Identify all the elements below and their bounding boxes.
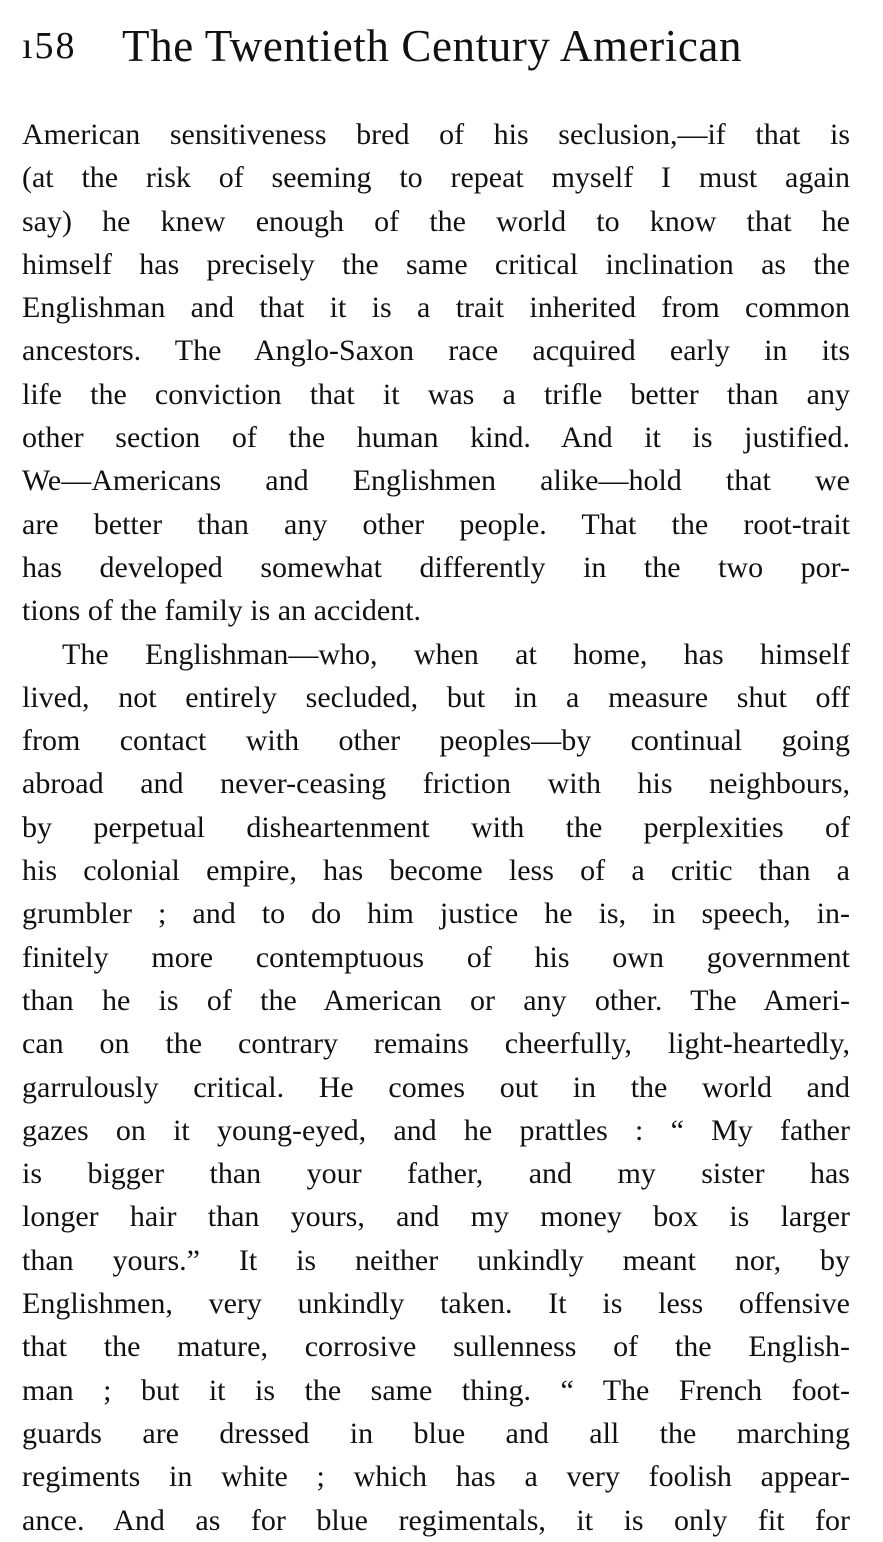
text-line: ancestors. The Anglo-Saxon race acquired early in its	[22, 334, 850, 368]
text-line: abroad and never-ceasing friction with his neighbours,	[22, 767, 850, 801]
text-line: guards are dressed in blue and all the marching	[22, 1416, 850, 1450]
body-text	[22, 113, 850, 1542]
text-line: from contact with other peoples—by continual going	[22, 724, 850, 758]
text-line: grumbler ; and to do him justice he is, in speech, in-	[22, 897, 850, 931]
text-line: has developed somewhat differently in the two por-	[22, 550, 850, 584]
text-line: himself has precisely the same critical inclination as the	[22, 247, 850, 281]
text-line: We—Americans and Englishmen alike—hold that we	[22, 464, 850, 498]
text-line: American sensitiveness bred of his seclusion,—if that is	[22, 118, 850, 151]
text-line: are better than any other people. That the root-trait	[22, 507, 850, 541]
text-line: Englishmen, very unkindly taken. It is less offensive	[22, 1287, 850, 1321]
text-line: lived, not entirely secluded, but in a measure shut off	[22, 680, 850, 714]
text-line: that the mature, corrosive sullenness of the English-	[22, 1330, 850, 1364]
text-line: his colonial empire, has become less of a critic than a	[22, 854, 850, 888]
text-line: longer hair than yours, and my money box is larger	[22, 1200, 850, 1234]
text-line: regiments in white ; which has a very foolish appear-	[22, 1460, 850, 1494]
paragraph-start-line: The Englishman—who, when at home, has himself	[62, 637, 850, 671]
text-line: by perpetual disheartenment with the perplexities of	[22, 810, 850, 844]
paragraph-end-line: tions of the family is an accident.	[22, 594, 422, 628]
text-line: is bigger than your father, and my sister has	[22, 1157, 850, 1191]
running-title: The Twentieth Century American	[122, 21, 743, 71]
text-line: gazes on it young-eyed, and he prattles : “ My father	[22, 1113, 850, 1147]
page-header	[22, 20, 862, 76]
text-line: than yours.” It is neither unkindly meant nor, by	[22, 1243, 850, 1277]
text-line: Englishman and that it is a trait inherited from common	[22, 291, 850, 325]
text-line: man ; but it is the same thing. “ The French foot-	[22, 1373, 850, 1407]
text-line: say) he knew enough of the world to know that he	[22, 204, 850, 238]
text-line: than he is of the American or any other. The Ameri-	[22, 983, 850, 1017]
text-line: finitely more contemptuous of his own government	[22, 940, 850, 974]
page-number: ı58	[22, 25, 77, 67]
text-line: life the conviction that it was a trifle better than any	[22, 377, 850, 411]
text-line: other section of the human kind. And it is justified.	[22, 421, 850, 455]
text-line: can on the contrary remains cheerfully, light-heartedly,	[22, 1027, 850, 1061]
text-line: (at the risk of seeming to repeat myself I must again	[22, 161, 850, 195]
text-line: garrulously critical. He comes out in the world and	[22, 1070, 850, 1104]
text-line: ance. And as for blue regimentals, it is only fit for	[22, 1503, 850, 1537]
